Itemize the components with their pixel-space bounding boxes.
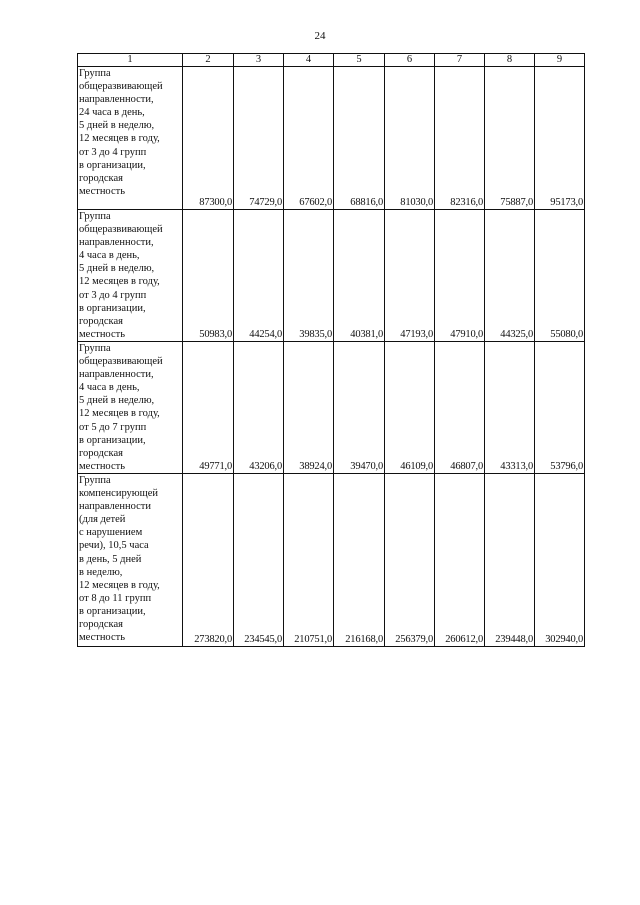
- row-label-line: местность: [79, 185, 125, 197]
- row-label-line: (для детей: [79, 514, 126, 526]
- value-cell: 43206,0: [234, 342, 284, 474]
- value-cell: 46109,0: [385, 342, 435, 474]
- row-label-line: городская: [79, 447, 123, 459]
- row-label-line: общеразвивающей: [79, 81, 163, 93]
- row-label-line: общеразвивающей: [79, 356, 163, 368]
- tariff-table: [77, 53, 585, 647]
- row-label-line: Группа: [79, 474, 111, 486]
- value-cell: 49771,0: [183, 342, 234, 474]
- column-header: 4: [284, 54, 334, 67]
- value-cell: 47193,0: [385, 210, 435, 342]
- table-row: [78, 473, 585, 646]
- value-cell: 46807,0: [435, 342, 485, 474]
- row-label-line: 5 дней в неделю,: [79, 395, 155, 407]
- row-label-line: в неделю,: [79, 566, 123, 578]
- row-label-line: местность: [79, 460, 125, 472]
- row-label: [78, 67, 183, 210]
- row-label-line: от 3 до 4 групп: [79, 289, 147, 301]
- row-label: [78, 342, 183, 474]
- value-cell: 50983,0: [183, 210, 234, 342]
- value-cell: 82316,0: [435, 67, 485, 210]
- row-label-line: 4 часа в день,: [79, 382, 140, 394]
- value-cell: 210751,0: [284, 473, 334, 646]
- value-cell: 239448,0: [485, 473, 535, 646]
- value-cell: 47910,0: [435, 210, 485, 342]
- row-label-line: направленности,: [79, 369, 154, 381]
- column-header: 2: [183, 54, 234, 67]
- value-cell: 39835,0: [284, 210, 334, 342]
- row-label-line: городская: [79, 172, 123, 184]
- row-label-line: от 5 до 7 групп: [79, 421, 147, 433]
- value-cell: 75887,0: [485, 67, 535, 210]
- row-label-line: городская: [79, 315, 123, 327]
- value-cell: 81030,0: [385, 67, 435, 210]
- row-label-line: компенсирующей: [79, 488, 159, 500]
- row-label-line: в организации,: [79, 605, 146, 617]
- table-row: [78, 210, 585, 342]
- value-cell: 234545,0: [234, 473, 284, 646]
- row-label-line: речи), 10,5 часа: [79, 540, 149, 552]
- row-label-line: 4 часа в день,: [79, 250, 140, 262]
- value-cell: 55080,0: [535, 210, 585, 342]
- value-cell: 74729,0: [234, 67, 284, 210]
- column-header: 3: [234, 54, 284, 67]
- column-header: 7: [435, 54, 485, 67]
- row-label-line: от 3 до 4 групп: [79, 146, 147, 158]
- value-cell: 38924,0: [284, 342, 334, 474]
- row-label-line: местность: [79, 328, 125, 340]
- value-cell: 43313,0: [485, 342, 535, 474]
- row-label-line: направленности,: [79, 94, 154, 106]
- column-header: 5: [334, 54, 385, 67]
- row-label-line: 12 месяцев в году,: [79, 408, 160, 420]
- row-label: [78, 210, 183, 342]
- value-cell: 87300,0: [183, 67, 234, 210]
- row-label-line: 12 месяцев в году,: [79, 133, 160, 145]
- column-header: 6: [385, 54, 435, 67]
- header-row: [78, 54, 585, 67]
- value-cell: 40381,0: [334, 210, 385, 342]
- value-cell: 260612,0: [435, 473, 485, 646]
- table-row: [78, 67, 585, 210]
- row-label-line: общеразвивающей: [79, 224, 163, 236]
- value-cell: 44254,0: [234, 210, 284, 342]
- column-header: 8: [485, 54, 535, 67]
- row-label-line: 24 часа в день,: [79, 107, 145, 119]
- row-label-line: 5 дней в неделю,: [79, 120, 155, 132]
- value-cell: 256379,0: [385, 473, 435, 646]
- row-label-line: в день, 5 дней: [79, 553, 142, 565]
- row-label-line: Группа: [79, 211, 111, 222]
- column-header: 9: [535, 54, 585, 67]
- value-cell: 273820,0: [183, 473, 234, 646]
- value-cell: 67602,0: [284, 67, 334, 210]
- row-label-line: направленности,: [79, 237, 154, 249]
- row-label-line: в организации,: [79, 159, 146, 171]
- column-header: 1: [78, 54, 183, 67]
- row-label: [78, 473, 183, 646]
- row-label-line: 12 месяцев в году,: [79, 579, 160, 591]
- row-label-line: Группа: [79, 68, 111, 79]
- row-label-line: направленности: [79, 501, 152, 513]
- row-label-line: в организации,: [79, 434, 146, 446]
- row-label-line: с нарушением: [79, 527, 143, 539]
- page-number: 24: [314, 30, 326, 42]
- row-label-line: от 8 до 11 групп: [79, 592, 152, 604]
- value-cell: 44325,0: [485, 210, 535, 342]
- value-cell: 302940,0: [535, 473, 585, 646]
- row-label-line: городская: [79, 618, 123, 630]
- value-cell: 216168,0: [334, 473, 385, 646]
- row-label-line: в организации,: [79, 302, 146, 314]
- value-cell: 95173,0: [535, 67, 585, 210]
- value-cell: 39470,0: [334, 342, 385, 474]
- row-label-line: 12 месяцев в году,: [79, 276, 160, 288]
- row-label-line: 5 дней в неделю,: [79, 263, 155, 275]
- value-cell: 68816,0: [334, 67, 385, 210]
- row-label-line: местность: [79, 632, 125, 644]
- row-label-line: Группа: [79, 343, 111, 354]
- table-row: [78, 342, 585, 474]
- value-cell: 53796,0: [535, 342, 585, 474]
